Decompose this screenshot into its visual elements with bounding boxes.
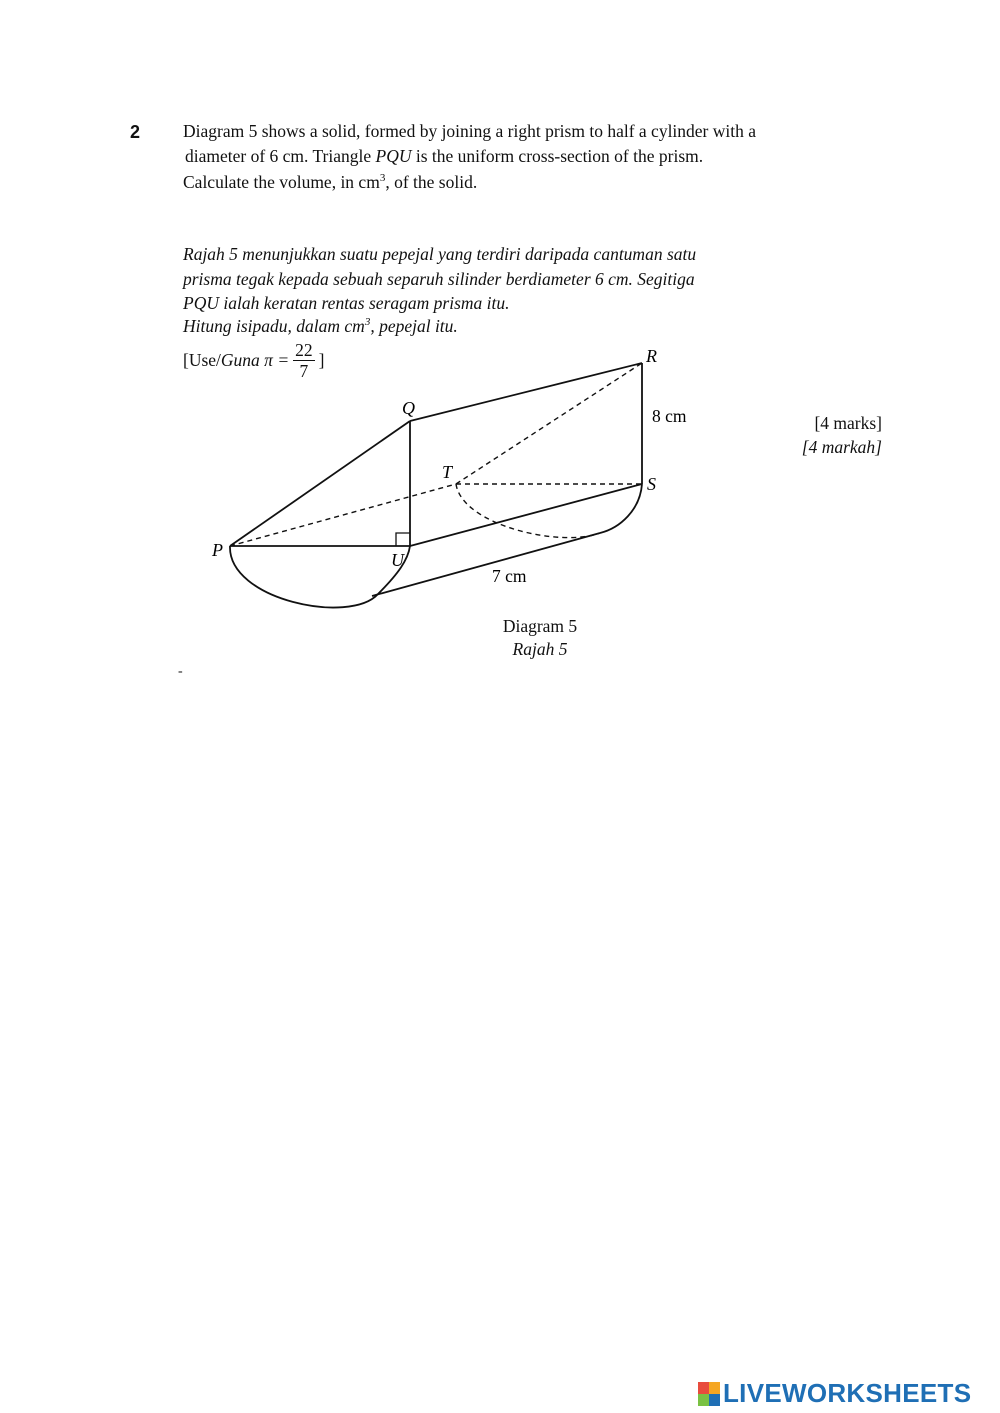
- text-segment: is the uniform cross-section of the prism.: [411, 146, 704, 166]
- brand-name: LIVEWORKSHEETS: [723, 1378, 972, 1408]
- marks-ms: [4 markah]: [801, 437, 882, 457]
- label-r: R: [646, 346, 657, 366]
- liveworksheets-logo: [698, 1378, 971, 1409]
- label-q: Q: [402, 398, 415, 418]
- question-text-ms-line1: Rajah 5 menunjukkan suatu pepejal yang terdiri daripada cantuman satu: [183, 244, 697, 264]
- cylinder-bottom-edge: [372, 533, 600, 596]
- brand-square: [709, 1382, 720, 1394]
- right-angle-marker: [396, 533, 410, 546]
- question-text-ms-line3: PQU ialah keratan rentas seragam prisma itu.: [183, 293, 510, 313]
- brand-square: [709, 1394, 720, 1406]
- diagram-caption-en: Diagram 5: [502, 616, 578, 636]
- pi-symbol: π =: [264, 350, 290, 370]
- text-segment: diameter of 6 cm. Triangle: [185, 146, 376, 166]
- marks-en: [4 marks]: [814, 413, 882, 433]
- label-length: 7 cm: [492, 566, 527, 586]
- fraction-numerator: 22: [295, 340, 313, 360]
- superscript: 3: [379, 172, 386, 184]
- edge-pq: [230, 421, 410, 546]
- brand-square: [698, 1382, 709, 1394]
- label-s: S: [647, 474, 656, 494]
- text-segment: , of the solid.: [385, 172, 478, 192]
- text-segment: Hitung isipadu, dalam cm: [183, 316, 365, 336]
- text-segment: Guna: [220, 350, 260, 370]
- question-number: 2: [130, 122, 141, 142]
- text-segment: Calculate the volume, in cm: [183, 172, 380, 192]
- diagram-5: [0, 0, 1000, 700]
- hidden-edge-tr: [456, 363, 642, 484]
- front-semicircle-arc: [230, 546, 410, 608]
- label-p: P: [212, 540, 223, 560]
- edge-qr: [410, 363, 642, 421]
- diagram-caption-ms: Rajah 5: [512, 639, 568, 659]
- question-text-ms-line2: prisma tegak kepada sebuah separuh silinder berdiameter 6 cm. Segitiga: [183, 269, 695, 289]
- hidden-edge-pt: [230, 484, 456, 546]
- triangle-name: PQU: [375, 146, 412, 166]
- question-text-en-line1: Diagram 5 shows a solid, formed by joining a right prism to half a cylinder with a: [183, 121, 757, 141]
- brand-squares-icon: [698, 1382, 720, 1406]
- back-semicircle-arc: [600, 484, 642, 533]
- text-segment: ]: [318, 350, 325, 370]
- superscript: 3: [364, 316, 371, 328]
- text-segment: [Use/: [183, 350, 221, 370]
- brand-square: [698, 1394, 709, 1406]
- stray-mark: -: [178, 664, 183, 679]
- label-u: U: [391, 550, 404, 570]
- fraction-denominator: 7: [299, 361, 309, 381]
- label-t: T: [442, 462, 453, 482]
- hidden-back-arc: [456, 484, 600, 538]
- text-segment: , pepejal itu.: [370, 316, 458, 336]
- label-height: 8 cm: [652, 406, 687, 426]
- edge-us: [410, 484, 642, 546]
